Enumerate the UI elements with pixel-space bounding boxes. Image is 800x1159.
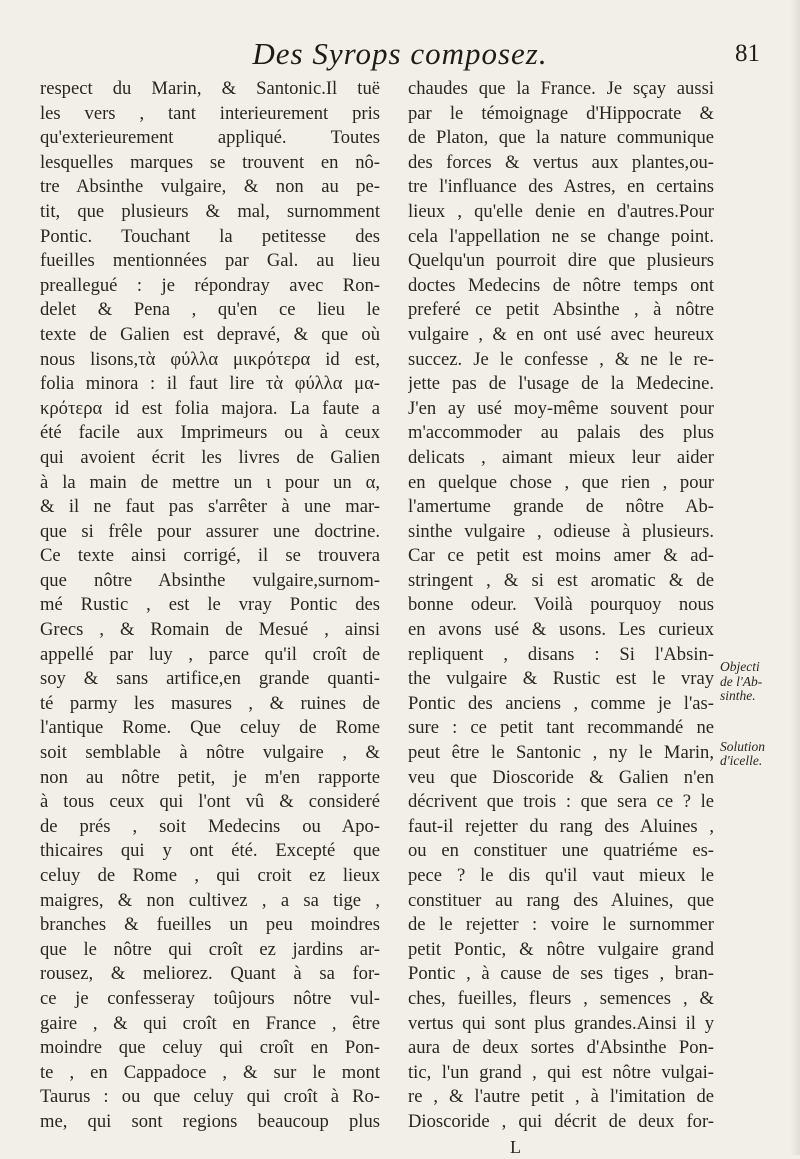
text-line: té parmy les masures , & ruines de — [40, 692, 380, 714]
text-line: sure : ce petit tant recommandé ne — [408, 717, 714, 739]
margin-note-line: d'icelle. — [720, 753, 763, 768]
text-line: & il ne faut pas s'arrêter à une mar- — [40, 496, 380, 518]
text-line: stringent , & si est aromatic & de — [408, 569, 714, 591]
text-line: moindre que celuy qui croît en Pon- — [40, 1037, 380, 1059]
text-line: Pontic des anciens , comme je l'as- — [408, 692, 714, 714]
text-line: celuy de Rome , qui croit ez lieux — [40, 865, 380, 886]
text-line: que nôtre Absinthe vulgaire,surnom- — [40, 569, 380, 591]
text-line: nous lisons,τὰ φύλλα μικρότερα id est, — [40, 348, 380, 370]
text-line: par le témoignage d'Hippocrate & — [408, 102, 714, 124]
text-line: maigres, & non cultivez , a sa tige , — [40, 889, 380, 911]
text-line: de prés , soit Medecins ou Apo- — [40, 815, 380, 837]
text-line: l'amertume grande de nôtre Ab- — [408, 496, 714, 518]
text-line: en quelque chose , que rien , pour — [408, 471, 714, 493]
text-line: que si frêle pour assurer une doctrine. — [40, 520, 380, 542]
text-line: rousez, & meliorez. Quant à sa for- — [40, 963, 380, 985]
text-line: vulgaire , & en ont usé avec heureux — [408, 323, 714, 345]
text-line: sinthe vulgaire , odieuse à plusieurs. — [408, 520, 714, 542]
running-title: Des Syrops composez. — [252, 36, 548, 71]
text-line: tre Absinthe vulgaire, & non au pe- — [40, 176, 380, 198]
text-line: me, qui sont regions beaucoup plus — [40, 1110, 380, 1132]
text-line: veu que Dioscoride & Galien n'en — [408, 766, 714, 788]
text-line: gaire , & qui croît en France , être — [40, 1012, 380, 1034]
text-line: à tous ceux qui l'ont vû & consideré — [40, 791, 380, 813]
text-line: qu'exterieurement appliqué. Toutes — [40, 127, 380, 149]
text-line: des forces & vertus aux plantes,ou- — [408, 151, 714, 173]
text-line: mé Rustic , est le vray Pontic des — [40, 594, 380, 616]
text-line: constituer au rang des Aluines, que — [408, 889, 714, 911]
page-edge-shadow — [790, 0, 800, 1155]
text-line: ou en constituer une quatriéme es- — [408, 840, 714, 862]
text-line: pece ? le dis qu'il vaut mieux le — [408, 865, 714, 886]
text-line: qui avoient écrit les livres de Galien — [40, 446, 380, 468]
text-line: κρότερα id est folia majora. La faute a — [40, 397, 380, 419]
text-line: repliquent , disans : Si l'Absin- — [408, 643, 714, 665]
text-line: chaudes que la France. Je sçay aussi — [408, 78, 714, 99]
text-line: respect du Marin, & Santonic.Il tuë — [40, 78, 380, 99]
text-line: que le nôtre qui croît ez jardins ar- — [40, 938, 380, 960]
text-line: Quelqu'un pourroit dire que plusieurs — [408, 250, 714, 272]
text-line: l'antique Rome. Que celuy de Rome — [40, 717, 380, 739]
page-number: 81 — [735, 40, 760, 67]
text-line: soy & sans artifice,en grande quanti- — [40, 668, 380, 690]
text-line: peut être le Santonic , ny le Marin, — [408, 742, 714, 764]
text-line: Car ce petit est moins amer & ad- — [408, 545, 714, 567]
text-line: Ce texte ainsi corrigé, il se trouvera — [40, 545, 380, 567]
text-line: thicaires qui y ont été. Excepté que — [40, 840, 380, 862]
text-line: non au nôtre petit, je m'en rapporte — [40, 766, 380, 788]
text-line: soit semblable à nôtre vulgaire , & — [40, 742, 380, 764]
margin-note-line: sinthe. — [720, 688, 756, 703]
text-line: the vulgaire & Rustic est le vray — [408, 668, 714, 690]
text-line: doctes Medecins de nôtre temps ont — [408, 274, 714, 296]
text-line: Pontic. Touchant la petitesse des — [40, 225, 380, 247]
text-line: tre l'influance des Astres, en certains — [408, 176, 714, 198]
text-line: tic, l'un grand , qui est nôtre vulgai- — [408, 1061, 714, 1083]
text-line: succez. Je le confesse , & ne le re- — [408, 348, 714, 370]
text-line: tit, que plusieurs & mal, surnomment — [40, 200, 380, 222]
margin-note-line: Solution — [720, 738, 766, 754]
text-line: ches, fueilles, fleurs , semences , & — [408, 987, 714, 1009]
text-line: à la main de mettre un ι pour un α, — [40, 471, 380, 493]
text-line: texte de Galien est depravé, & que où — [40, 323, 380, 345]
text-line: branches & fueilles un peu moindres — [40, 914, 380, 936]
text-line: preferé ce petit Absinthe , à nôtre — [408, 299, 714, 321]
text-line: folia minora : il faut lire τὰ φύλλα μα- — [40, 373, 380, 395]
text-line: m'accommoder au palais des plus — [408, 422, 714, 444]
text-line: faut-il rejetter du rang des Aluines , — [408, 815, 714, 837]
text-line: jette pas de l'usage de la Medecine. — [408, 373, 714, 395]
text-line: les vers , tant interieurement pris — [40, 102, 380, 124]
text-line: ce je confesseray toûjours nôtre vul- — [40, 987, 380, 1009]
margin-note-line: Objecti — [720, 659, 760, 674]
text-line: décrivent que trois : que sera ce ? le — [408, 791, 714, 813]
text-line: petit Pontic, & nôtre vulgaire grand — [408, 938, 714, 960]
signature-mark: L — [510, 1136, 521, 1157]
text-line: te , en Cappadoce , & sur le mont — [40, 1061, 380, 1083]
left-text-column — [40, 77, 380, 1135]
margin-note-line: de l'Ab- — [720, 673, 763, 689]
text-line: aura de deux sortes d'Absinthe Pon- — [408, 1037, 714, 1059]
text-line: appellé par luy , parce qu'il croît de — [40, 643, 380, 665]
text-line: preallegué : je répondray avec Ron- — [40, 274, 380, 296]
text-line: vertus qui sont plus grandes.Ainsi il y — [408, 1012, 714, 1034]
text-line: cela l'appellation ne se change point. — [408, 225, 714, 247]
text-line: Pontic , à cause de ses tiges , bran- — [408, 963, 714, 985]
text-line: en avons usé & usons. Les curieux — [408, 619, 714, 641]
text-line: delet & Pena , qu'en ce lieu le — [40, 299, 380, 321]
text-line: fueilles mentionnées par Gal. au lieu — [40, 250, 380, 272]
text-line: de le rejetter : voire le surnommer — [408, 914, 714, 936]
page-header — [40, 36, 760, 76]
margin-notes — [720, 660, 790, 805]
text-line: Dioscoride , qui décrit de deux for- — [408, 1110, 714, 1132]
text-line: de Platon, que la nature communique — [408, 127, 714, 149]
text-line: lieux , qu'elle denie en d'autres.Pour — [408, 200, 714, 222]
text-line: delicats , aimant mieux leur aider — [408, 446, 714, 468]
text-line: été facile aux Imprimeurs ou à ceux — [40, 422, 380, 444]
text-line: J'en ay usé moy-même souvent pour — [408, 397, 714, 419]
right-text-column — [408, 77, 714, 1159]
text-line: re , & l'autre petit , à l'imitation de — [408, 1086, 714, 1108]
margin-note — [720, 740, 790, 769]
text-line: Grecs , & Romain de Mesué , ainsi — [40, 619, 380, 641]
text-line: bonne odeur. Voilà pourquoy nous — [408, 594, 714, 616]
margin-note — [720, 660, 790, 704]
text-line: lesquelles marques se trouvent en nô- — [40, 151, 380, 173]
text-line: Taurus : ou que celuy qui croît à Ro- — [40, 1086, 380, 1108]
